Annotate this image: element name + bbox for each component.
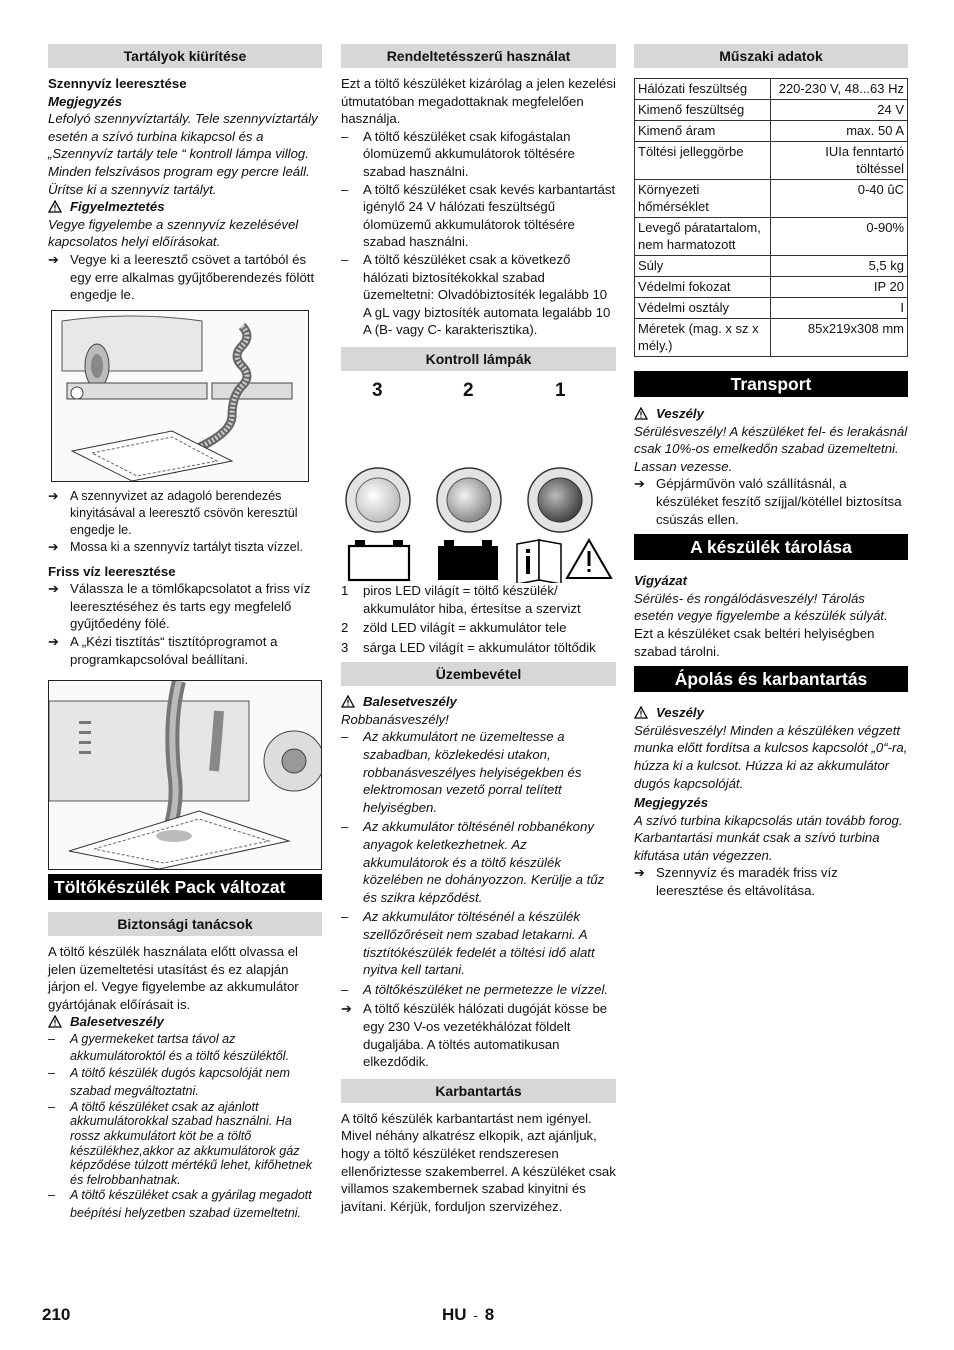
list-item: – A töltő készülék dugós kapcsolóját nem szabad megváltoztatni. xyxy=(48,1066,291,1098)
spec-value: IUIa fenntartó töltéssel xyxy=(771,142,908,180)
spec-row xyxy=(635,277,908,298)
warning-text: Sérülésveszély! A készüléket fel- és lerakásnál csak 10%-os emelkedőn szabad üzemeltetni. Lassan vezesse. xyxy=(634,423,908,474)
spec-key: Levegő páratartalom, nem harmatozott xyxy=(635,218,771,256)
manual-warning-icon xyxy=(517,540,611,583)
arrow-icon: ➔ xyxy=(48,581,60,597)
section-heading-tartalyok: Tartályok kiürítése xyxy=(48,44,322,68)
spec-key: Védelmi fokozat xyxy=(635,277,771,298)
paragraph-biztonsagi: A töltő készülék használata előtt olvassa el jelen üzemeltetési utasítást és ez alapján járjon el. Vegye figyelembe az akkumulátor gyártójának előírásait is. xyxy=(48,944,299,1012)
list-item: – A töltő készüléket csak a gyárilag megadott beépítési helyzetben szabad üzemeltetni. xyxy=(48,1188,312,1220)
page-number: 210 xyxy=(42,1305,71,1324)
warning-balesetveszely: Balesetveszély xyxy=(341,693,616,711)
step-item: ➔ A „Kézi tisztítás“ tisztítóprogramot a programkapcsolóval beállítani. xyxy=(48,633,278,667)
spec-row xyxy=(635,79,908,100)
warning-triangle-icon xyxy=(48,1015,62,1028)
spec-value: 0-90% xyxy=(771,218,908,256)
section-heading-rendelt: Rendeltetésszerű használat xyxy=(341,44,616,68)
spec-value: 0-40 ûC xyxy=(771,180,908,218)
caution-label: Vigyázat xyxy=(634,573,688,589)
spec-key: Kimenő feszültség xyxy=(635,100,771,121)
list-item: – Az akkumulátor töltésénél robbanékony anyagok keletkezhetnek. Az akkumulátorok és a töltő készülék közelében ne dohányozzon. Kerülje a tűz és szikra képződést. xyxy=(341,819,605,905)
note-label: Megjegyzés xyxy=(48,93,123,109)
lamp-number-1: 1 xyxy=(555,379,566,401)
battery-charging-icon xyxy=(349,540,409,580)
step-item: ➔ A töltő készülék hálózati dugóját kösse be egy 230 V-os vezetékhálózat földelt dugaljába. A töltés automatikusan elkezdődik. xyxy=(341,1001,608,1070)
spec-row xyxy=(635,218,908,256)
yellow-led-icon xyxy=(346,468,410,532)
spec-row xyxy=(635,256,908,277)
subheading-szennyviz: Szennyvíz leeresztése xyxy=(48,76,187,91)
warning-text: Sérülésveszély! Minden a készüléken végzett munka előtt fordítsa a kulcsos kapcsolót „0“-ra, húzza ki a kulcsot. Húzza ki az akkumulátor dugós kapcsolóját. xyxy=(634,722,908,791)
spec-value: IP 20 xyxy=(771,277,908,298)
spec-value: 5,5 kg xyxy=(771,256,908,277)
lamp-number-2: 2 xyxy=(463,379,474,401)
section-heading-apolas: Ápolás és karbantartás xyxy=(634,666,908,692)
spec-table xyxy=(634,78,908,357)
spec-key: Hálózati feszültség xyxy=(635,79,771,100)
list-item: – A gyermekeket tartsa távol az akkumulátoroktól és a töltő készüléktől. xyxy=(48,1032,290,1064)
column-1 xyxy=(48,44,322,1222)
warning-triangle-icon xyxy=(634,407,648,420)
note-text: A szívó turbina kikapcsolás után tovább forog. Karbantartási munkát csak a szívó turbina kifutása után végezzen. xyxy=(634,812,903,863)
arrow-icon: ➔ xyxy=(48,633,60,649)
section-heading-biztonsagi: Biztonsági tanácsok xyxy=(48,912,322,936)
arrow-icon: ➔ xyxy=(48,251,60,267)
warning-triangle-icon xyxy=(341,695,355,708)
drain-hose-illustration xyxy=(51,310,309,482)
list-item: – A töltőkészüléket ne permetezze le vízzel. xyxy=(341,981,609,997)
spec-value: I xyxy=(771,298,908,319)
subheading-frissviz: Friss víz leeresztése xyxy=(48,563,176,579)
spec-row xyxy=(635,319,908,357)
spec-row xyxy=(635,142,908,180)
list-item: – A töltő készüléket csak az ajánlott akkumulátorokkal szabad használni. Ha rossz akkumulátort köt be a töltő készülékhez,akkor az akkumulátorok gáz képződése túlzott mértékű lehet, kifőhetnek és felrobbanhatnak. xyxy=(48,1099,313,1187)
list-item: – Az akkumulátor töltésénél a készülék szellőzőréseit nem szabad letakarni. A tisztítókészülék fedelét a töltési idő alatt nyitva kell tartani. xyxy=(341,909,595,978)
lamp-number-3: 3 xyxy=(372,379,383,401)
section-heading-karban: Karbantartás xyxy=(341,1079,616,1103)
arrow-icon: ➔ xyxy=(634,865,646,881)
battery-full-icon xyxy=(438,540,498,580)
red-led-icon xyxy=(528,468,592,532)
spec-key: Kimenő áram xyxy=(635,121,771,142)
list-item: – A töltő készüléket csak a következő hálózati biztosítékokkal szabad üzemeltetni: Olvadóbiztosíték legalább 10 A gL vagy biztosíték automata legalább 10 A (B- vagy C- karakterisztika). xyxy=(341,251,611,338)
step-item: ➔ Gépjárművön való szállításnál, a készüléket feszítő szíjjal/kötéllel biztosítsa csúszás ellen. xyxy=(634,476,902,527)
warning-balesetveszely: Balesetveszély xyxy=(48,1013,322,1031)
warning-text: Vegye figyelembe a szennyvíz kezelésével kapcsolatos helyi előírásokat. xyxy=(48,216,299,250)
step-item: ➔ Szennyvíz és maradék friss víz leeresztése és eltávolítása. xyxy=(634,865,838,899)
paragraph-rendelt: Ezt a töltő készüléket kizárólag a jelen kezelési útmutatóban megadottaknak megfelelően használja. xyxy=(341,76,616,127)
warning-triangle-icon xyxy=(634,706,648,719)
spec-value: 220-230 V, 48...63 Hz xyxy=(771,79,908,100)
column-2 xyxy=(341,44,616,1215)
arrow-icon: ➔ xyxy=(634,476,646,492)
legend-item: 3 sárga LED világít = akkumulátor töltődik xyxy=(341,639,596,655)
spec-key: Töltési jelleggörbe xyxy=(635,142,771,180)
legend-item: 1 piros LED világít = töltő készülék/ akkumulátor hiba, értesítse a szervizt xyxy=(341,582,581,616)
step-item: ➔ A szennyvizet az adagoló berendezés kinyitásával a leeresztő csövön keresztül engedje le. xyxy=(48,488,298,538)
legend-item: 2 zöld LED világít = akkumulátor tele xyxy=(341,620,567,636)
step-item: ➔ Válassza le a tömlőkapcsolatot a friss víz leeresztéséhez és tarts egy megfelelő gyűjtőedény fölé. xyxy=(48,581,311,632)
arrow-icon: ➔ xyxy=(341,1001,353,1017)
fresh-water-drain-illustration xyxy=(48,680,322,870)
spec-row xyxy=(635,100,908,121)
section-heading-muszaki: Műszaki adatok xyxy=(634,44,908,68)
lamp-legend xyxy=(341,582,616,656)
spec-value: 24 V xyxy=(771,100,908,121)
section-heading-tarolas: A készülék tárolása xyxy=(634,534,908,560)
spec-key: Környezeti hőmérséklet xyxy=(635,180,771,218)
spec-row xyxy=(635,121,908,142)
caution-text: Sérülés- és rongálódásveszély! Tárolás esetén vegye figyelembe a készülék súlyát. xyxy=(634,590,888,624)
spec-row xyxy=(635,180,908,218)
column-3 xyxy=(634,44,908,900)
list-item: – Az akkumulátort ne üzemeltesse a szabadban, közlekedési utakon, robbanásveszélyes helyiségekben és elektromosan vezető porral telített helyiségben. xyxy=(341,729,582,815)
paragraph-tarolas: Ezt a készüléket csak beltéri helyiségben szabad tárolni. xyxy=(634,625,875,659)
footer-lang: HU - 8 xyxy=(442,1305,495,1324)
list-item: – A töltő készüléket csak kevés karbantartást igénylő 24 V hálózati feszültségű ólomüzemű akkumulátorok töltésére szabad használni. xyxy=(341,181,616,250)
control-lamps-figure xyxy=(341,378,616,583)
warning-subtext: Robbanásveszély! xyxy=(341,711,449,727)
section-heading-transport: Transport xyxy=(634,371,908,397)
arrow-icon: ➔ xyxy=(48,488,59,503)
spec-row xyxy=(635,298,908,319)
spec-key: Súly xyxy=(635,256,771,277)
section-heading-toltokeszulek: Töltőkészülék Pack változat xyxy=(48,874,322,900)
spec-key: Védelmi osztály xyxy=(635,298,771,319)
section-heading-kontroll: Kontroll lámpák xyxy=(341,347,616,371)
spec-value: max. 50 A xyxy=(771,121,908,142)
spec-value: 85x219x308 mm xyxy=(771,319,908,357)
arrow-icon: ➔ xyxy=(48,540,59,555)
paragraph-karban: A töltő készülék karbantartást nem igényel. Mivel néhány alkatrész elkopik, azt ajánljuk, hogy a töltő készüléket rendszeresen ellenőriztesse szakemberrel. A készüléket csak villamos szakembernek szabad kinyitni és javítani. Kérjük, forduljon szervizéhez. xyxy=(341,1110,616,1214)
section-heading-uzembe: Üzembevétel xyxy=(341,662,616,686)
step-item: ➔ Mossa ki a szennyvíz tartályt tiszta vízzel. xyxy=(48,539,322,556)
step-item: ➔ Vegye ki a leeresztő csövet a tartóból és egy erre alkalmas gyűjtőberendezés fölött engedje le. xyxy=(48,251,315,303)
list-item: – A töltő készüléket csak kifogástalan ólomüzemű akkumulátorok töltésére szabad használni. xyxy=(341,128,575,179)
note-label: Megjegyzés xyxy=(634,795,709,811)
warning-veszely: Veszély xyxy=(634,405,908,423)
warning-figyelmeztetes: Figyelmeztetés xyxy=(48,198,322,216)
spec-key: Méretek (mag. x sz x mély.) xyxy=(635,319,771,357)
green-led-icon xyxy=(437,468,501,532)
warning-veszely: Veszély xyxy=(634,704,908,722)
note-text: Lefolyó szennyvíztartály. Tele szennyvíztartály esetén a szívó turbina kikapcsol és a „Szennyvíz tartály tele “ kontroll lámpa villog. Minden felszívásos program egy percre leáll. Ürítse ki a szennyvíz tartályt. xyxy=(48,111,318,197)
warning-triangle-icon xyxy=(48,200,62,213)
